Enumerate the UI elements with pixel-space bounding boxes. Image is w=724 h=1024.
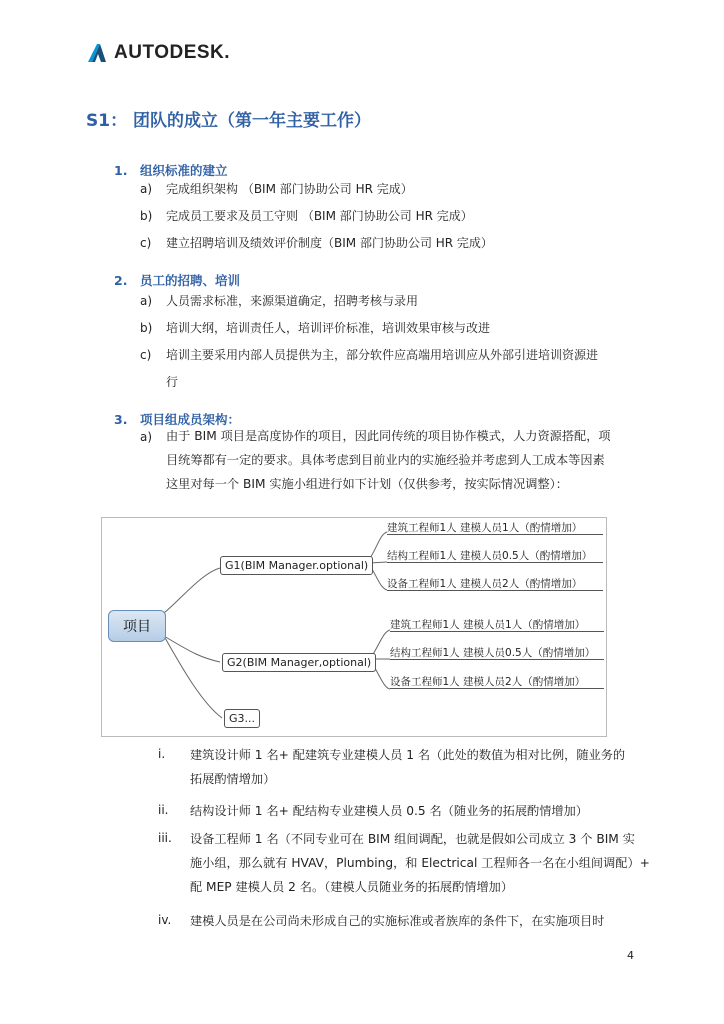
list-line: 设备工程师 1 名（不同专业可在 BIM 组间调配，也就是假如公司成立 3 个 BIM 实	[190, 832, 635, 846]
page-title: S1： 团队的成立（第一年主要工作）	[86, 111, 371, 131]
list-marker: a)	[140, 182, 153, 196]
list-line: 施小组，那么就有 HVAV，Plumbing，和 Electrical 工程师各一名在小组间调配）+	[190, 856, 650, 870]
diagram-leaf-underline	[387, 562, 603, 563]
list-item	[140, 292, 418, 309]
list-item	[140, 346, 598, 363]
team-structure-diagram	[101, 517, 607, 737]
diagram-group-node: G3...	[224, 709, 260, 728]
section-1-heading	[114, 161, 228, 179]
diagram-leaf-underline	[387, 590, 603, 591]
roman-list	[0, 743, 724, 943]
autodesk-logo	[86, 40, 230, 66]
paragraph-line: 目统筹都有一定的要求。具体考虑到目前业内的实施经验并考虑到人工成本等因素	[166, 453, 605, 467]
diagram-leaf: 结构工程师1人 建模人员0.5人（酌情增加）	[390, 647, 596, 659]
list-text: 培训主要采用内部人员提供为主，部分软件应高端用培训应从外部引进培训资源进	[166, 348, 599, 362]
page-number: 4	[627, 949, 634, 962]
section-number: 3.	[114, 412, 128, 427]
diagram-leaf-underline	[390, 659, 604, 660]
section-number: 2.	[114, 273, 128, 288]
list-item	[140, 234, 493, 251]
list-marker: c)	[140, 348, 152, 362]
list-line: 结构设计师 1 名+ 配结构专业建模人员 0.5 名（随业务的拓展酌情增加）	[190, 804, 588, 818]
list-marker: b)	[140, 321, 153, 335]
section-number: 1.	[114, 163, 128, 178]
logo-text: AUTODESK.	[114, 42, 231, 63]
diagram-group-node: G1(BIM Manager.optional)	[220, 556, 373, 575]
list-line: 建模人员是在公司尚未形成自己的实施标准或者族库的条件下，在实施项目时	[190, 914, 605, 928]
list-line: 拓展酌情增加）	[190, 772, 276, 786]
list-line: 建筑设计师 1 名+ 配建筑专业建模人员 1 名（此处的数值为相对比例，随业务的	[190, 748, 626, 762]
list-marker: i.	[158, 747, 166, 761]
diagram-leaf-underline	[390, 631, 604, 632]
list-marker: a)	[140, 430, 153, 444]
list-text: 建立招聘培训及绩效评价制度（BIM 部门协助公司 HR 完成）	[166, 236, 493, 250]
diagram-leaf-underline	[387, 534, 603, 535]
list-marker: iii.	[158, 831, 172, 845]
diagram-leaf-underline	[390, 688, 604, 689]
list-text: 完成组织架构 （BIM 部门协助公司 HR 完成）	[166, 182, 413, 196]
section-label: 项目组成员架构：	[140, 412, 241, 427]
list-text: 人员需求标准，来源渠道确定，招聘考核与录用	[166, 294, 419, 308]
section-label: 员工的招聘、培训	[140, 273, 241, 288]
diagram-leaf: 建筑工程师1人 建模人员1人（酌情增加）	[387, 522, 583, 534]
paragraph-line: 这里对每一个 BIM 实施小组进行如下计划（仅供参考，按实际情况调整）：	[166, 477, 568, 491]
list-text-continuation: 行	[166, 375, 179, 389]
list-text: 完成员工要求及员工守则 （BIM 部门协助公司 HR 完成）	[166, 209, 473, 223]
diagram-root-node: 项目	[108, 610, 166, 642]
list-marker: a)	[140, 294, 153, 308]
list-item	[140, 319, 490, 336]
list-marker: ii.	[158, 803, 169, 817]
list-marker: iv.	[158, 913, 172, 927]
diagram-leaf: 建筑工程师1人 建模人员1人（酌情增加）	[390, 619, 586, 631]
list-item	[140, 207, 473, 224]
diagram-leaf: 结构工程师1人 建模人员0.5人（酌情增加）	[387, 550, 593, 562]
list-item	[140, 180, 413, 197]
paragraph-line: 由于 BIM 项目是高度协作的项目，因此同传统的项目协作模式，人力资源搭配，项	[166, 429, 611, 443]
list-marker: c)	[140, 236, 152, 250]
diagram-group-node: G2(BIM Manager,optional)	[222, 653, 376, 672]
section-label: 组织标准的建立	[140, 163, 228, 178]
paragraph	[166, 424, 646, 496]
diagram-leaf: 设备工程师1人 建模人员2人（酌情增加）	[387, 578, 583, 590]
diagram-leaf: 设备工程师1人 建模人员2人（酌情增加）	[390, 676, 586, 688]
list-line: 配 MEP 建模人员 2 名。（建模人员随业务的拓展酌情增加）	[190, 880, 514, 894]
list-text: 培训大纲，培训责任人，培训评价标准，培训效果审核与改进	[166, 321, 491, 335]
section-2-heading	[114, 271, 240, 289]
list-marker: b)	[140, 209, 153, 223]
autodesk-logo-icon	[86, 42, 108, 64]
